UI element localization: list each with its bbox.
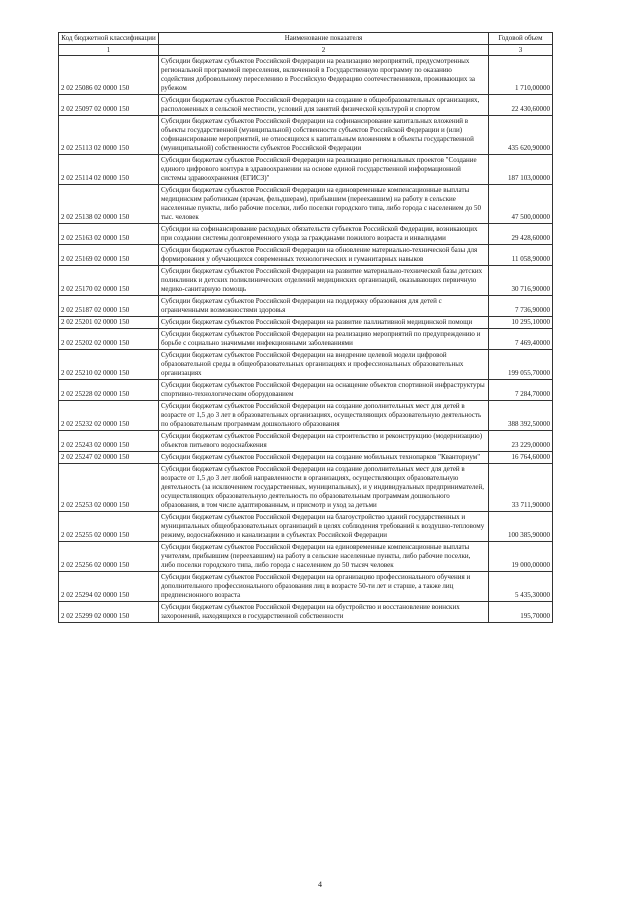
- row-amount: 100 385,90000: [489, 512, 553, 542]
- row-code: 2 02 25097 02 0000 150: [59, 95, 159, 116]
- row-code: 2 02 25232 02 0000 150: [59, 401, 159, 431]
- row-amount: 16 764,60000: [489, 452, 553, 464]
- row-code: 2 02 25294 02 0000 150: [59, 572, 159, 602]
- row-amount: 199 055,70000: [489, 350, 553, 380]
- row-name: Субсидии бюджетам субъектов Российской Федерации на единовременные компенсационные выплаты медицинским работникам (врачам, фельдшерам), прибывшим (переехавшим) на работу в сельские населенные пункты, либо рабочие поселки, либо поселки городского типа, либо города с населением до 50 тыс. человек: [159, 185, 489, 224]
- row-amount: 1 710,00000: [489, 56, 553, 95]
- row-name: Субсидии бюджетам субъектов Российской Федерации на создание в общеобразовательных организациях, расположенных в сельской местности, условий для занятий физической культурой и спортом: [159, 95, 489, 116]
- table-row: [59, 572, 553, 602]
- header-num-1: 1: [59, 45, 159, 56]
- row-name: Субсидии бюджетам субъектов Российской Федерации на оснащение объектов спортивной инфраструктуры спортивно-технологическим оборудованием: [159, 380, 489, 401]
- row-amount: 195,70000: [489, 602, 553, 623]
- row-name: Субсидии бюджетам субъектов Российской Федерации на развитие материально-технической базы детских поликлиник и детских поликлинических отделений медицинских организаций, оказывающих первичную медико-санитарную помощь: [159, 266, 489, 296]
- row-code: 2 02 25210 02 0000 150: [59, 350, 159, 380]
- header-code: Код бюджетной классификации: [59, 33, 159, 45]
- row-code: 2 02 25114 02 0000 150: [59, 155, 159, 185]
- table-row: [59, 296, 553, 317]
- table-row: [59, 155, 553, 185]
- table-row: [59, 350, 553, 380]
- row-name: Субсидии бюджетам субъектов Российской Федерации на создание дополнительных мест для детей в возрасте от 1,5 до 3 лет любой направленности в организациях, осуществляющих образовательную деятельность (за исключением государственных, муниципальных), и у индивидуальных предпринимателей, осуществляющих образовательную деятельность по образовательным программам дошкольного образования, в том числе адаптированным, и присмотр и уход за детьми: [159, 464, 489, 512]
- row-code: 2 02 25163 02 0000 150: [59, 224, 159, 245]
- table-row: [59, 542, 553, 572]
- table-row: [59, 266, 553, 296]
- table-row: [59, 380, 553, 401]
- table-row: [59, 431, 553, 452]
- row-name: Субсидии на софинансирование расходных обязательств субъектов Российской Федерации, возникающих при создании системы долговременного ухода за гражданами пожилого возраста и инвалидами: [159, 224, 489, 245]
- row-name: Субсидии бюджетам субъектов Российской Федерации на поддержку образования для детей с ограниченными возможностями здоровья: [159, 296, 489, 317]
- table-row: [59, 56, 553, 95]
- row-name: Субсидии бюджетам субъектов Российской Федерации на создание мобильных технопарков "Кванториум": [159, 452, 489, 464]
- row-code: 2 02 25187 02 0000 150: [59, 296, 159, 317]
- table-row: [59, 329, 553, 350]
- row-code: 2 02 25228 02 0000 150: [59, 380, 159, 401]
- row-name: Субсидии бюджетам субъектов Российской Федерации на строительство и реконструкцию (модернизацию) объектов питьевого водоснабжения: [159, 431, 489, 452]
- header-amount: Годовой объем: [489, 33, 553, 45]
- table-row: [59, 185, 553, 224]
- row-name: Субсидии бюджетам субъектов Российской Федерации на организацию профессионального обучения и дополнительного профессионального образования лиц в возрасте 50-ти лет и старше, а также лиц предпенсионного возраста: [159, 572, 489, 602]
- row-code: 2 02 25243 02 0000 150: [59, 431, 159, 452]
- header-name: Наименование показателя: [159, 33, 489, 45]
- row-name: Субсидии бюджетам субъектов Российской Федерации на развитие паллиативной медицинской помощи: [159, 317, 489, 329]
- row-amount: 388 392,50000: [489, 401, 553, 431]
- row-amount: 7 736,90000: [489, 296, 553, 317]
- row-code: 2 02 25253 02 0000 150: [59, 464, 159, 512]
- row-amount: 7 284,70000: [489, 380, 553, 401]
- row-name: Субсидии бюджетам субъектов Российской Федерации на единовременные компенсационные выплаты учителям, прибывшим (переехавшим) на работу в сельские населенные пункты, либо рабочие поселки, либо поселки городского типа, либо города с населением до 50 тысяч человек: [159, 542, 489, 572]
- row-amount: 23 229,00000: [489, 431, 553, 452]
- row-amount: 7 469,40000: [489, 329, 553, 350]
- row-name: Субсидии бюджетам субъектов Российской Федерации на создание дополнительных мест для детей в возрасте от 1,5 до 3 лет в образовательных организациях, осуществляющих образовательную деятельность по образовательным программам дошкольного образования: [159, 401, 489, 431]
- row-amount: 435 620,90000: [489, 116, 553, 155]
- row-amount: 187 103,00000: [489, 155, 553, 185]
- row-amount: 33 711,90000: [489, 464, 553, 512]
- row-name: Субсидии бюджетам субъектов Российской Федерации на обустройство и восстановление воинских захоронений, находящихся в государственной собственности: [159, 602, 489, 623]
- row-code: 2 02 25202 02 0000 150: [59, 329, 159, 350]
- table-row: [59, 602, 553, 623]
- row-name: Субсидии бюджетам субъектов Российской Федерации на реализацию мероприятий, предусмотренных региональной программой переселения, включенной в Государственную программу по оказанию содействия добровольному переселению в Российскую Федерацию соотечественников, проживающих за рубежом: [159, 56, 489, 95]
- table-row: [59, 95, 553, 116]
- table-row: [59, 452, 553, 464]
- row-name: Субсидии бюджетам субъектов Российской Федерации на благоустройство зданий государственных и муниципальных общеобразовательных организаций в целях соблюдения требований к воздушно-тепловому режиму, водоснабжению и канализации в субъектах Российской Федерации: [159, 512, 489, 542]
- row-code: 2 02 25170 02 0000 150: [59, 266, 159, 296]
- row-code: 2 02 25299 02 0000 150: [59, 602, 159, 623]
- row-amount: 10 295,10000: [489, 317, 553, 329]
- row-code: 2 02 25247 02 0000 150: [59, 452, 159, 464]
- table-row: [59, 317, 553, 329]
- row-amount: 19 000,00000: [489, 542, 553, 572]
- row-code: 2 02 25201 02 0000 150: [59, 317, 159, 329]
- row-amount: 29 428,60000: [489, 224, 553, 245]
- row-name: Субсидии бюджетам субъектов Российской Федерации на реализацию региональных проектов "Создание единого цифрового контура в здравоохранении на основе единой государственной информационной системы здравоохранения (ЕГИСЗ)": [159, 155, 489, 185]
- row-amount: 47 500,00000: [489, 185, 553, 224]
- table-header: [59, 33, 553, 56]
- row-name: Субсидии бюджетам субъектов Российской Федерации на внедрение целевой модели цифровой образовательной среды в общеобразовательных организациях и профессиональных образовательных организациях: [159, 350, 489, 380]
- row-name: Субсидии бюджетам субъектов Российской Федерации на софинансирование капитальных вложений в объекты государственной (муниципальной) собственности субъектов Российской Федерации и (или) софинансирование мероприятий, не относящихся к капитальным вложениям в объекты государственной (муниципальной) собственности субъектов Российской Федерации: [159, 116, 489, 155]
- row-amount: 30 716,90000: [489, 266, 553, 296]
- page-number: 4: [318, 880, 322, 889]
- row-amount: 11 058,90000: [489, 245, 553, 266]
- row-code: 2 02 25138 02 0000 150: [59, 185, 159, 224]
- table-row: [59, 464, 553, 512]
- header-num-3: 3: [489, 45, 553, 56]
- document-page: [58, 32, 552, 623]
- table-row: [59, 512, 553, 542]
- row-name: Субсидии бюджетам субъектов Российской Федерации на обновление материально-технической базы для формирования у обучающихся современных технологических и гуманитарных навыков: [159, 245, 489, 266]
- header-num-2: 2: [159, 45, 489, 56]
- row-code: 2 02 25255 02 0000 150: [59, 512, 159, 542]
- row-code: 2 02 25169 02 0000 150: [59, 245, 159, 266]
- table-row: [59, 401, 553, 431]
- row-code: 2 02 25256 02 0000 150: [59, 542, 159, 572]
- row-name: Субсидии бюджетам субъектов Российской Федерации на реализацию мероприятий по предупреждению и борьбе с социально значимыми инфекционными заболеваниями: [159, 329, 489, 350]
- table-row: [59, 224, 553, 245]
- table-row: [59, 116, 553, 155]
- row-amount: 22 430,60000: [489, 95, 553, 116]
- row-code: 2 02 25113 02 0000 150: [59, 116, 159, 155]
- budget-table: [58, 32, 553, 623]
- row-code: 2 02 25086 02 0000 150: [59, 56, 159, 95]
- table-row: [59, 245, 553, 266]
- row-amount: 5 435,30000: [489, 572, 553, 602]
- table-body: [59, 56, 553, 623]
